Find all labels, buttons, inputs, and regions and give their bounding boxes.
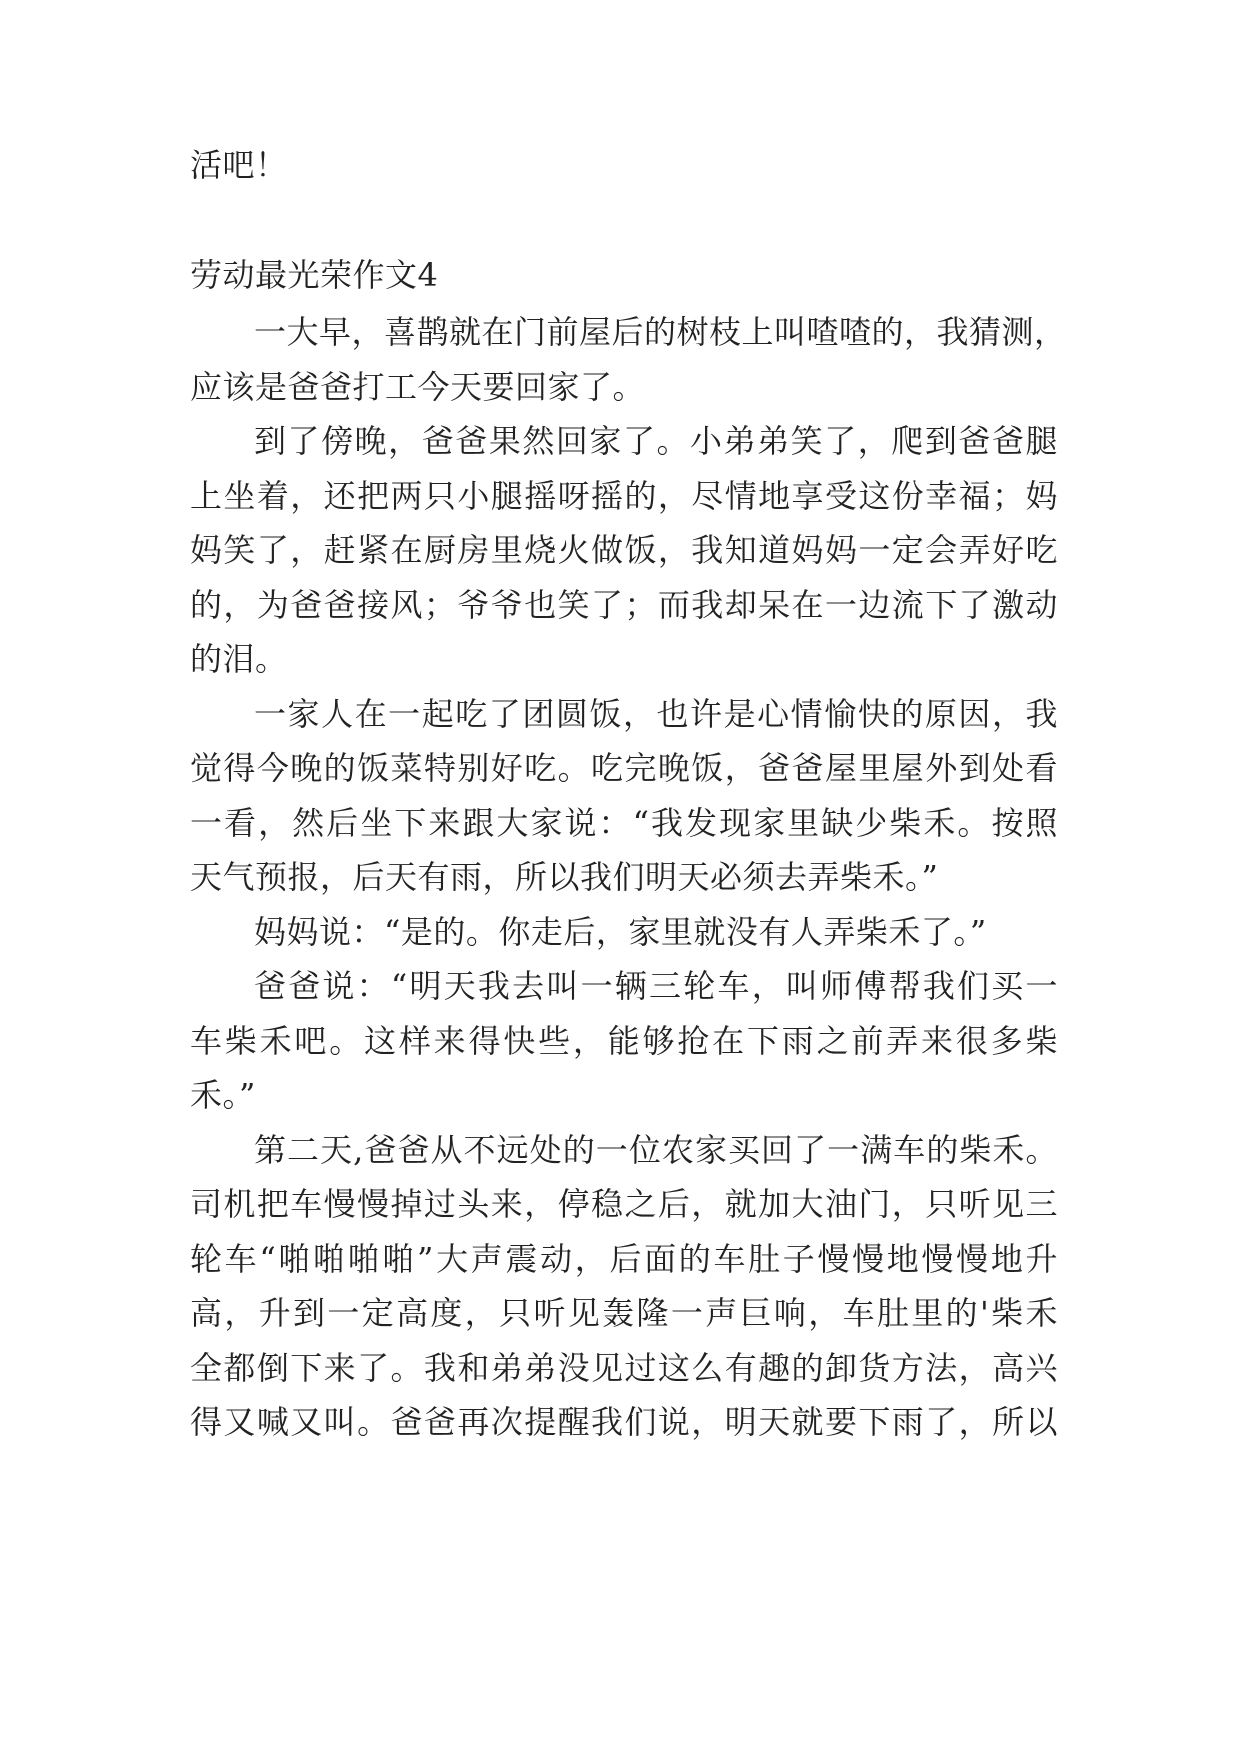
paragraph-line: 高，升到一定高度，只听见轰隆一声巨响，车肚里的'柴禾	[190, 1294, 1058, 1332]
paragraph-line: 觉得今晚的饭菜特别好吃。吃完晚饭，爸爸屋里屋外到处看	[190, 749, 1058, 787]
paragraph-line: 上坐着，还把两只小腿摇呀摇的，尽情地享受这份幸福；妈	[190, 477, 1058, 515]
paragraph-line: 的，为爸爸接风；爷爷也笑了；而我却呆在一边流下了激动	[190, 586, 1058, 624]
paragraph-line: 一家人在一起吃了团圆饭，也许是心情愉快的原因，我	[254, 695, 1058, 733]
paragraph-line: 轮车“啪啪啪啪”大声震动，后面的车肚子慢慢地慢慢地升	[190, 1240, 1058, 1278]
paragraph-line: 全都倒下来了。我和弟弟没见过这么有趣的卸货方法，高兴	[190, 1349, 1058, 1387]
paragraph-line: 第二天,爸爸从不远处的一位农家买回了一满车的柴禾。	[254, 1131, 1058, 1169]
essay-title: 劳动最光荣作文4	[190, 256, 439, 294]
paragraph-line: 天气预报，后天有雨，所以我们明天必须去弄柴禾。”	[190, 858, 939, 896]
paragraph-line: 到了傍晚，爸爸果然回家了。小弟弟笑了，爬到爸爸腿	[254, 422, 1058, 460]
paragraph-line: 妈笑了，赶紧在厨房里烧火做饭，我知道妈妈一定会弄好吃	[190, 531, 1058, 569]
paragraph-line: 一看，然后坐下来跟大家说：“我发现家里缺少柴禾。按照	[190, 804, 1058, 842]
paragraph-line: 妈妈说：“是的。你走后，家里就没有人弄柴禾了。”	[254, 913, 987, 951]
paragraph-line: 的泪。	[190, 640, 288, 678]
paragraph-line: 得又喊又叫。爸爸再次提醒我们说，明天就要下雨了，所以	[190, 1403, 1058, 1441]
paragraph-line: 司机把车慢慢掉过头来，停稳之后，就加大油门，只听见三	[190, 1185, 1058, 1223]
paragraph-line: 一大早，喜鹊就在门前屋后的树枝上叫喳喳的，我猜测，	[254, 313, 1067, 351]
paragraph-line: 车柴禾吧。这样来得快些，能够抢在下雨之前弄来很多柴	[190, 1022, 1058, 1060]
text-line-closing: 活吧！	[190, 146, 288, 184]
paragraph-line: 爸爸说：“明天我去叫一辆三轮车，叫师傅帮我们买一	[254, 967, 1058, 1005]
paragraph-line: 应该是爸爸打工今天要回家了。	[190, 368, 646, 406]
paragraph-line: 禾。”	[190, 1076, 256, 1114]
